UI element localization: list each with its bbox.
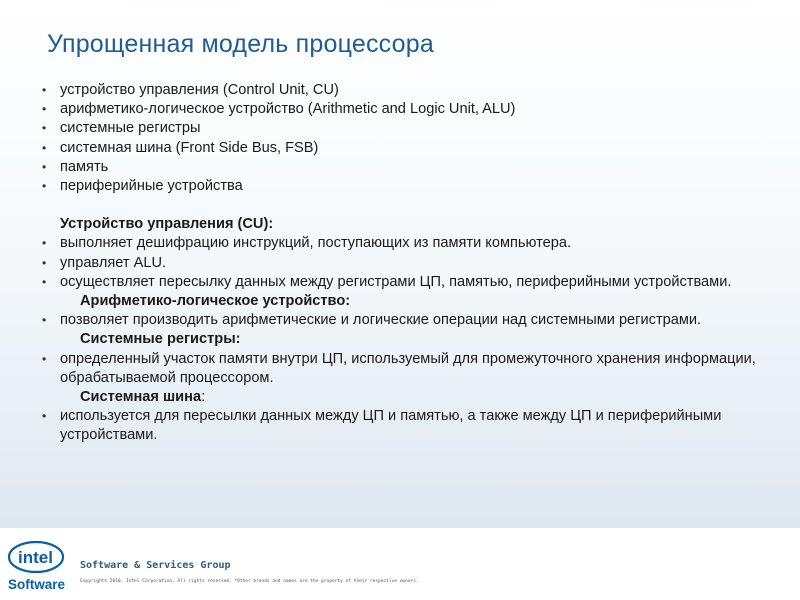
- alu-heading: Арифметико-логическое устройство:: [80, 293, 351, 310]
- slide-content: [40, 81, 770, 446]
- footer-group-name: Software & Services Group: [80, 560, 231, 571]
- logo-sub: Software: [8, 577, 66, 592]
- bus-item: • используется для пересылки данных между ЦП и памятью, а также между ЦП и периферийными устройствами.: [40, 407, 770, 445]
- cu-item: • управляет ALU.: [40, 254, 770, 273]
- logo-word: intel: [18, 548, 53, 567]
- bullet-item: • системная шина (Front Side Bus, FSB): [40, 139, 770, 158]
- footer-copyright: Copyright© 2010, Intel Corporation. All rights reserved. *Other brands and names are the property of their respective owners.: [80, 579, 419, 584]
- registers-heading: Системные регистры:: [80, 331, 241, 348]
- intel-software-logo: [6, 540, 68, 596]
- cu-heading: Устройство управления (CU):: [60, 216, 274, 233]
- cu-item: • осуществляет пересылку данных между регистрами ЦП, памятью, периферийными устройствами.: [40, 273, 770, 292]
- bullet-item: • память: [40, 158, 770, 177]
- bullet-item: • периферийные устройства: [40, 177, 770, 196]
- bullet-item: • арифметико-логическое устройство (Arithmetic and Logic Unit, ALU): [40, 100, 770, 119]
- registers-item: • определенный участок памяти внутри ЦП, используемый для промежуточного хранения информации, обрабатываемой процессором.: [40, 350, 770, 388]
- bullet-item: • системные регистры: [40, 119, 770, 138]
- spacer: [40, 196, 770, 215]
- cu-item: • выполняет дешифрацию инструкций, поступающих из памяти компьютера.: [40, 234, 770, 253]
- bus-heading-colon: :: [201, 389, 206, 406]
- bus-heading-text: Системная шина: [80, 389, 202, 406]
- slide-title: Упрощенная модель процессора: [47, 30, 434, 58]
- alu-item: • позволяет производить арифметические и логические операции над системными регистрами.: [40, 311, 770, 330]
- bullet-item: • устройство управления (Control Unit, CU): [40, 81, 770, 100]
- bus-heading: [40, 388, 770, 407]
